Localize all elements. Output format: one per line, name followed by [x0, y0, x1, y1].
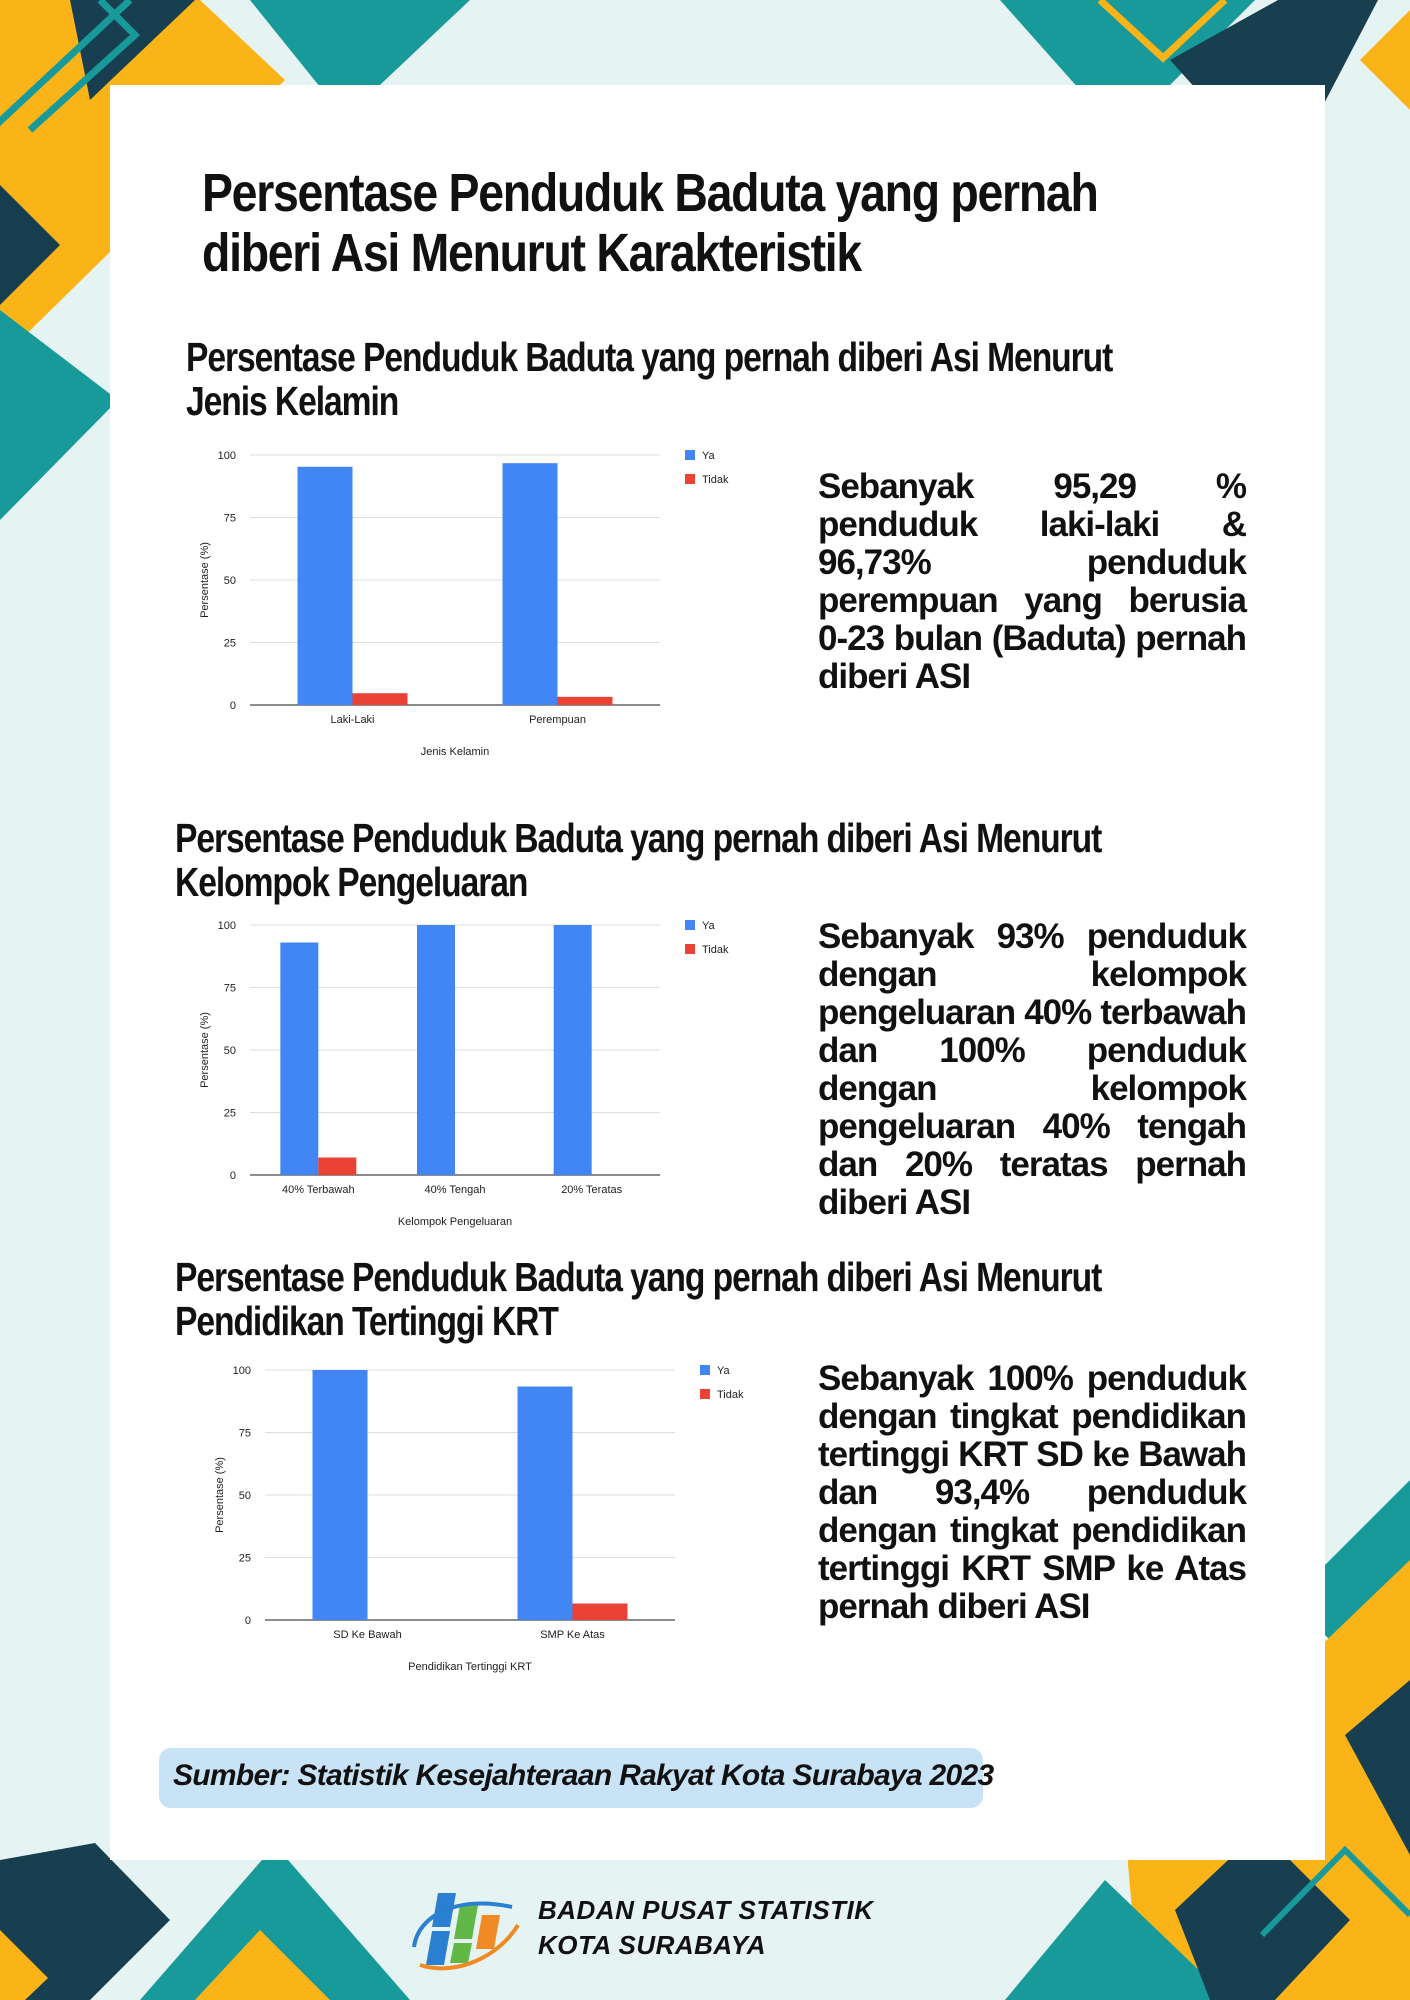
section-title-expenditure: Persentase Penduduk Baduta yang pernah diberi Asi Menurut Kelompok Pengeluaran	[175, 815, 1102, 905]
x-axis-label: Jenis Kelamin	[420, 746, 490, 758]
bar-ya	[280, 943, 318, 1176]
legend-label: Ya	[717, 1365, 730, 1377]
legend-swatch	[685, 474, 695, 484]
y-tick-label: 75	[238, 1427, 251, 1440]
bps-logo-icon	[408, 1885, 524, 1975]
bar-ya	[417, 925, 455, 1175]
y-axis-label: Persentase (%)	[199, 542, 211, 618]
y-axis-label: Persentase (%)	[199, 1012, 211, 1088]
y-tick-label: 100	[217, 450, 236, 462]
chart-gender	[190, 440, 750, 770]
legend-swatch	[685, 944, 695, 954]
bar-ya	[298, 467, 353, 705]
bar-tidak	[318, 1158, 356, 1176]
x-tick-label: 20% Teratas	[561, 1184, 623, 1196]
bar-tidak	[558, 697, 613, 705]
x-tick-label: SD Ke Bawah	[333, 1629, 402, 1641]
y-tick-label: 50	[223, 1045, 236, 1057]
bar-ya	[503, 463, 558, 705]
bar-ya	[554, 925, 592, 1175]
legend-label: Ya	[702, 920, 715, 932]
y-tick-label: 0	[244, 1615, 251, 1627]
description-expenditure: Sebanyak 93% penduduk dengan kelompok pengeluaran 40% terbawah dan 100% penduduk dengan kelompok pengeluaran 40% tengah dan 20% teratas pernah diberi ASI	[818, 917, 1246, 1222]
section-title-education: Persentase Penduduk Baduta yang pernah diberi Asi Menurut Pendidikan Tertinggi KRT	[175, 1254, 1102, 1344]
y-axis-label: Persentase (%)	[214, 1457, 226, 1533]
y-tick-label: 50	[223, 575, 236, 587]
y-tick-label: 75	[223, 512, 236, 525]
x-tick-label: 40% Terbawah	[282, 1184, 355, 1196]
legend-swatch	[685, 920, 695, 930]
description-education: Sebanyak 100% penduduk dengan tingkat pendidikan tertinggi KRT SD ke Bawah dan 93,4% penduduk dengan tingkat pendidikan tertinggi KRT SMP ke Atas pernah diberi ASI	[818, 1359, 1246, 1626]
x-axis-label: Pendidikan Tertinggi KRT	[408, 1661, 532, 1673]
y-tick-label: 75	[223, 982, 236, 995]
source-box	[159, 1748, 994, 1808]
y-tick-label: 100	[232, 1365, 251, 1377]
source-text: Sumber: Statistik Kesejahteraan Rakyat Kota Surabaya 2023	[173, 1759, 994, 1792]
description-gender: Sebanyak 95,29 % penduduk laki-laki & 96,73% penduduk perempuan yang berusia 0-23 bulan (Baduta) pernah diberi ASI	[818, 467, 1246, 696]
page-title: Persentase Penduduk Baduta yang pernah diberi Asi Menurut Karakteristik	[202, 163, 1098, 283]
y-tick-label: 100	[217, 920, 236, 932]
legend-label: Tidak	[702, 474, 729, 486]
x-tick-label: SMP Ke Atas	[540, 1629, 605, 1641]
bar-tidak	[353, 693, 408, 705]
bar-tidak	[573, 1604, 628, 1621]
bar-ya	[313, 1370, 368, 1620]
x-tick-label: Perempuan	[529, 714, 586, 726]
x-tick-label: 40% Tengah	[424, 1184, 486, 1196]
organization-name	[538, 1893, 874, 1963]
y-tick-label: 0	[229, 1170, 236, 1182]
legend-swatch	[700, 1389, 710, 1399]
chart-education	[205, 1355, 765, 1695]
legend-swatch	[685, 450, 695, 460]
chart-expenditure	[190, 910, 750, 1240]
x-axis-label: Kelompok Pengeluaran	[397, 1216, 513, 1228]
y-tick-label: 0	[229, 700, 236, 712]
organization-line-1: BADAN PUSAT STATISTIK	[538, 1895, 874, 1925]
organization-line-2: KOTA SURABAYA	[538, 1930, 766, 1960]
legend-swatch	[700, 1365, 710, 1375]
legend-label: Tidak	[717, 1389, 744, 1401]
y-tick-label: 25	[238, 1552, 251, 1565]
legend-label: Ya	[702, 450, 715, 462]
y-tick-label: 50	[238, 1490, 251, 1502]
y-tick-label: 25	[223, 637, 236, 650]
legend-label: Tidak	[702, 944, 729, 956]
section-title-gender: Persentase Penduduk Baduta yang pernah diberi Asi Menurut Jenis Kelamin	[186, 334, 1113, 424]
y-tick-label: 25	[223, 1107, 236, 1120]
x-tick-label: Laki-Laki	[330, 714, 375, 726]
bar-ya	[518, 1387, 573, 1621]
